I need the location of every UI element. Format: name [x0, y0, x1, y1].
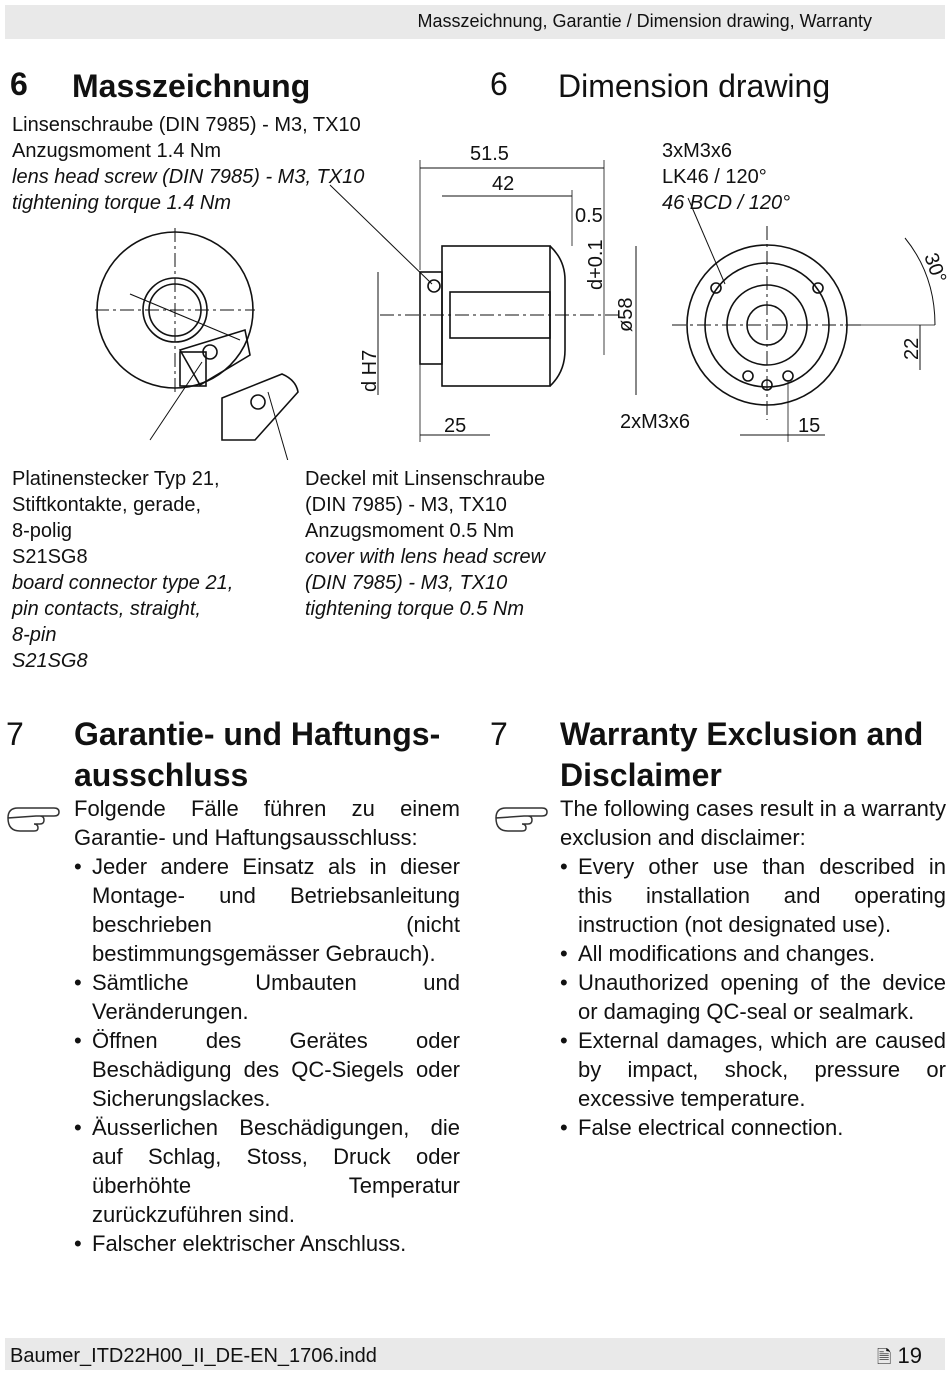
- bolt-circle-callout: 3xM3x6 LK46 / 120° 46 BCD / 120°: [662, 140, 791, 214]
- section-number-en: 6: [490, 66, 508, 102]
- warranty-de-body: [74, 794, 460, 1258]
- section-title-de: Masszeichnung: [72, 68, 311, 104]
- dim-d-plus: d+0.1: [585, 239, 607, 290]
- dim-d-h7: d H7: [359, 349, 381, 392]
- dim-51-5: 51.5: [470, 143, 509, 165]
- dim-15: 15: [798, 415, 821, 437]
- warranty-en-intro: The following cases result in a warranty exclusion and disclaimer:: [560, 796, 946, 850]
- dim-25: 25: [444, 415, 467, 437]
- cover-callout: Deckel mit Linsenschraube (DIN 7985) - M3, TX10 Anzugsmoment 0.5 Nm cover with lens head screw (DIN 7985) - M3, TX10 tightening torque 0.5 Nm: [305, 468, 546, 620]
- dim-30-deg: 30°: [919, 250, 950, 287]
- warranty-en-body: [560, 794, 946, 1142]
- list-item: • Äusserlichen Beschädigungen, die auf Schlag, Stoss, Druck oder überhöhte Temperatur zurückzuführen sind.: [74, 1113, 460, 1229]
- pointing-hand-icon: [494, 800, 550, 834]
- list-item: • External damages, which are caused by impact, shock, pressure or excessive temperature.: [560, 1026, 946, 1113]
- section-7-number-en: 7: [490, 716, 508, 752]
- dimension-drawing: [0, 0, 950, 460]
- list-item: • All modifications and changes.: [560, 939, 946, 968]
- side-view-clamp: [420, 272, 442, 364]
- running-header: Masszeichnung, Garantie / Dimension drawing, Warranty: [417, 11, 872, 31]
- section-number: 6: [10, 66, 28, 102]
- document-icon: 🗎: [876, 1347, 892, 1367]
- section-7-title-en: Warranty Exclusion and Disclaimer: [560, 716, 924, 793]
- connector-callout: Platinenstecker Typ 21, Stiftkontakte, gerade, 8-polig S21SG8 board connector type 21, pin contacts, straight, 8-pin S21SG8: [12, 468, 234, 672]
- page-number: 🗎 19: [876, 1343, 922, 1368]
- list-item: • Unauthorized opening of the device or damaging QC-seal or sealmark.: [560, 968, 946, 1026]
- list-item: • Jeder andere Einsatz als in dieser Montage- und Betriebsanleitung beschrieben (nicht bestimmungsgemässer Gebrauch).: [74, 852, 460, 968]
- pointing-hand-icon: [6, 800, 62, 834]
- dim-2xm3x6: 2xM3x6: [620, 411, 691, 433]
- dim-42: 42: [492, 173, 515, 195]
- cover: [222, 374, 298, 440]
- warranty-en-list: [560, 852, 946, 1142]
- warranty-de-list: [74, 852, 460, 1258]
- section-7-title-de: Garantie- und Haftungs- ausschluss: [74, 716, 441, 793]
- list-item: • False electrical connection.: [560, 1113, 946, 1142]
- list-item: • Falscher elektrischer Anschluss.: [74, 1229, 460, 1258]
- dim-0-5: 0.5: [575, 205, 603, 227]
- list-item: • Sämtliche Umbauten und Veränderungen.: [74, 968, 460, 1026]
- section-7-number-de: 7: [6, 716, 24, 752]
- dim-dia-58: ø58: [615, 297, 637, 332]
- dim-22: 22: [901, 337, 923, 360]
- list-item: • Every other use than described in this installation and operating instruction (not designated use).: [560, 852, 946, 939]
- side-view-body: [442, 246, 550, 386]
- lens-screw-callout: Linsenschraube (DIN 7985) - M3, TX10 Anzugsmoment 1.4 Nm lens head screw (DIN 7985) - M3, TX10 tightening torque 1.4 Nm: [12, 114, 365, 214]
- footer-filename: Baumer_ITD22H00_II_DE-EN_1706.indd: [10, 1345, 377, 1367]
- list-item: • Öffnen des Gerätes oder Beschädigung des QC-Siegels oder Sicherungslackes.: [74, 1026, 460, 1113]
- section-title-en: Dimension drawing: [558, 68, 831, 104]
- warranty-de-intro: Folgende Fälle führen zu einem Garantie- und Haftungsausschluss:: [74, 796, 460, 850]
